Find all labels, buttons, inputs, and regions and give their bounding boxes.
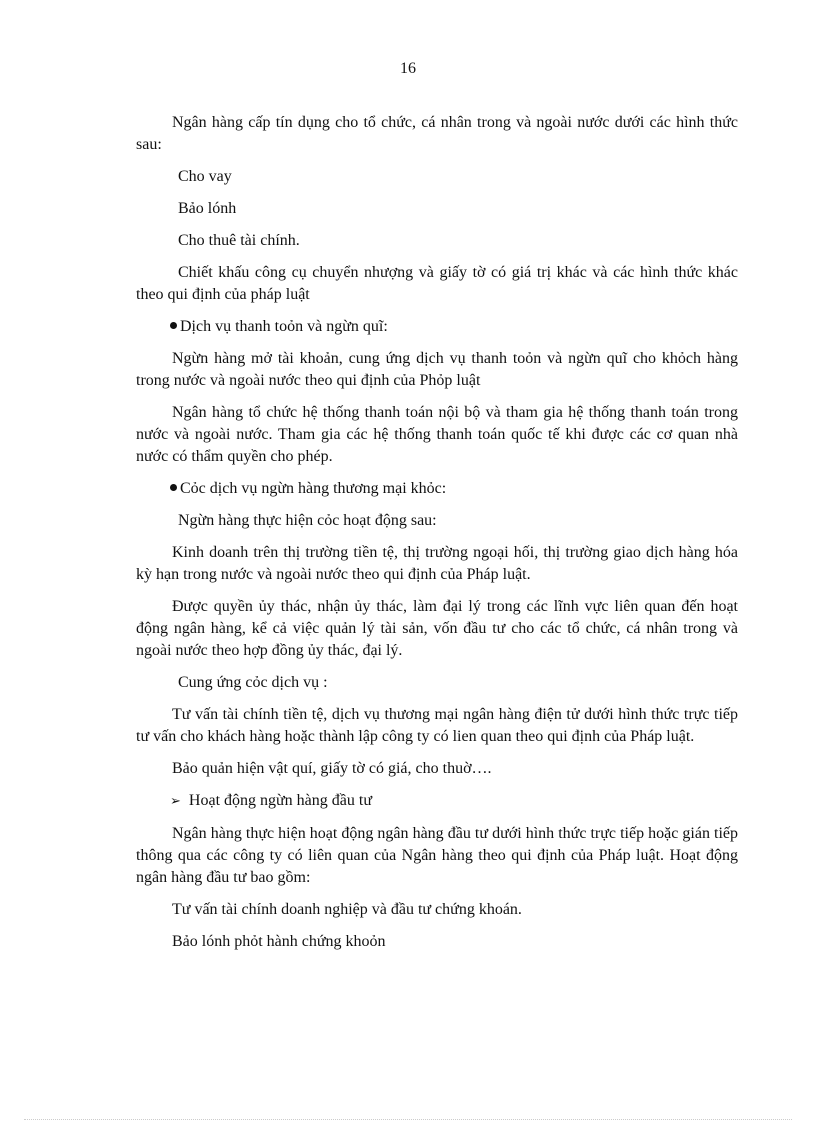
bullet-text: Cỏc dịch vụ ngừn hàng thương mại khỏc: [180, 480, 447, 497]
arrow-bullet-icon: ➢ [170, 794, 181, 809]
page-body [136, 112, 738, 963]
paragraph: Cho vay [178, 168, 232, 185]
page-number: 16 [400, 60, 416, 77]
paragraph: Bảo quản hiện vật quí, giấy tờ có giá, cho thuờ…. [172, 760, 492, 777]
paragraph: Cho thuê tài chính. [178, 232, 300, 249]
bullet-item [136, 478, 738, 500]
paragraph: Ngân hàng tổ chức hệ thống thanh toán nội bộ và tham gia hệ thống thanh toán trong nước và ngoài nước. Tham gia các hệ thống thanh toán quốc tế khi được các cơ quan nhà nước có thẩm quyền cho phép. [136, 404, 738, 465]
paragraph: Ngừn hàng thực hiện cỏc hoạt động sau: [178, 512, 437, 529]
section-heading: Hoạt động ngừn hàng đầu tư [188, 792, 372, 809]
paragraph: Được quyền ủy thác, nhận ủy thác, làm đại lý trong các lĩnh vực liên quan đến hoạt động ngân hàng, kể cả việc quản lý tài sản, vốn đầu tư cho các tổ chức, cá nhân trong và ngoài nước theo hợp đồng ủy thác, đại lý. [136, 598, 738, 659]
paragraph: Ngân hàng cấp tín dụng cho tổ chức, cá nhân trong và ngoài nước dưới các hình thức sau: [136, 114, 738, 153]
paragraph: Bảo lónh phỏt hành chứng khoỏn [172, 933, 386, 950]
bullet-text: Dịch vụ thanh toỏn và ngừn quĩ: [180, 318, 388, 335]
paragraph: Tư vấn tài chính tiền tệ, dịch vụ thương mại ngân hàng điện tử dưới hình thức trực tiếp tư vấn cho khách hàng hoặc thành lập công ty có lien quan theo qui định của Pháp luật. [136, 706, 738, 745]
bullet-item [136, 316, 738, 338]
bullet-dot-icon [170, 322, 177, 329]
bullet-dot-icon [170, 484, 177, 491]
arrow-bullet-item [136, 790, 738, 813]
paragraph: Bảo lónh [178, 200, 237, 217]
page-bottom-divider [24, 1119, 792, 1120]
paragraph: Kinh doanh trên thị trường tiền tệ, thị trường ngoại hối, thị trường giao dịch hàng hóa kỳ hạn trong nước và ngoài nước theo qui định của Pháp luật. [136, 544, 738, 583]
paragraph: Cung ứng cỏc dịch vụ : [178, 674, 328, 691]
paragraph: Chiết khấu công cụ chuyển nhượng và giấy tờ có giá trị khác và các hình thức khác theo qui định của pháp luật [136, 264, 738, 303]
paragraph: Ngân hàng thực hiện hoạt động ngân hàng đầu tư dưới hình thức trực tiếp hoặc gián tiếp thông qua các công ty có liên quan của Ngân hàng theo qui định của Pháp luật. Hoạt động ngân hàng đầu tư bao gồm: [136, 825, 738, 886]
paragraph: Tư vấn tài chính doanh nghiệp và đầu tư chứng khoán. [172, 901, 522, 918]
paragraph: Ngừn hàng mở tài khoản, cung ứng dịch vụ thanh toỏn và ngừn quĩ cho khỏch hàng trong nước và ngoài nước theo qui định của Phỏp luật [136, 350, 738, 389]
